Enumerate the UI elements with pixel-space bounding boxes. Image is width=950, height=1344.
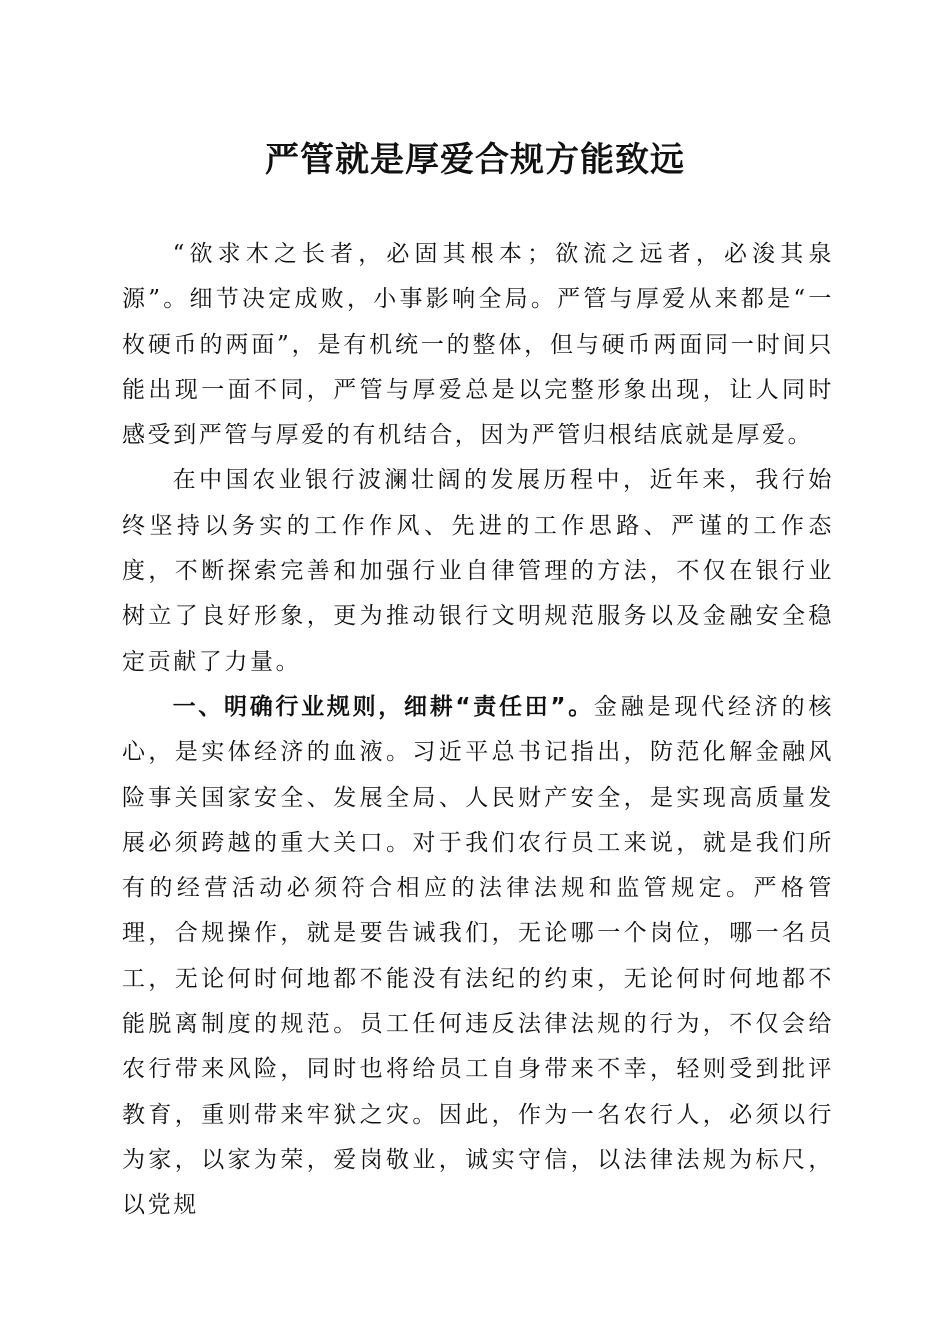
- paragraph-3-lead: 一、明确行业规则，细耕“责任田”。: [172, 693, 594, 720]
- paragraph-2-text: 在中国农业银行波澜壮阔的发展历程中，近年来，我行始终坚持以务实的工作作风、先进的工作思路、严谨的工作态度，不断探索完善和加强行业自律管理的方法，不仅在银行业树立了良好形象，更为推动银行文明规范服务以及金融安全稳定贡献了力量。: [122, 467, 834, 675]
- paragraph-1-text: “欲求木之长者，必固其根本；欲流之远者，必浚其泉源”。细节决定成败，小事影响全局。严管与厚爱从来都是“一枚硬币的两面”，是有机统一的整体，但与硬币两面同一时间只能出现一面不同，严管与厚爱总是以完整形象出现，让人同时感受到严管与厚爱的有机结合，因为严管归根结底就是厚爱。: [122, 241, 834, 449]
- document-title: 严管就是厚爱合规方能致远: [265, 140, 685, 180]
- paragraph-3-text: 金融是现代经济的核心，是实体经济的血液。习近平总书记指出，防范化解金融风险事关国家安全、发展全局、人民财产安全，是实现高质量发展必须跨越的重大关口。对于我们农行员工来说，就是我们所有的经营活动必须符合相应的法律法规和监管规定。严格管理，合规操作，就是要告诫我们，无论哪一个岗位，哪一名员工，无论何时何地都不能没有法纪的约束，无论何时何地都不能脱离制度的规范。员工任何违反法律法规的行为，不仅会给农行带来风险，同时也将给员工自身带来不幸，轻则受到批评教育，重则带来牢狱之灾。因此，作为一名农行人，必须以行为家，以家为荣，爱岗敬业，诚实守信，以法律法规为标尺，以党规: [122, 693, 835, 1219]
- document-body: [122, 232, 834, 1229]
- paragraph-3: [122, 685, 834, 1229]
- paragraph-1: [122, 232, 834, 458]
- paragraph-2: [122, 458, 834, 684]
